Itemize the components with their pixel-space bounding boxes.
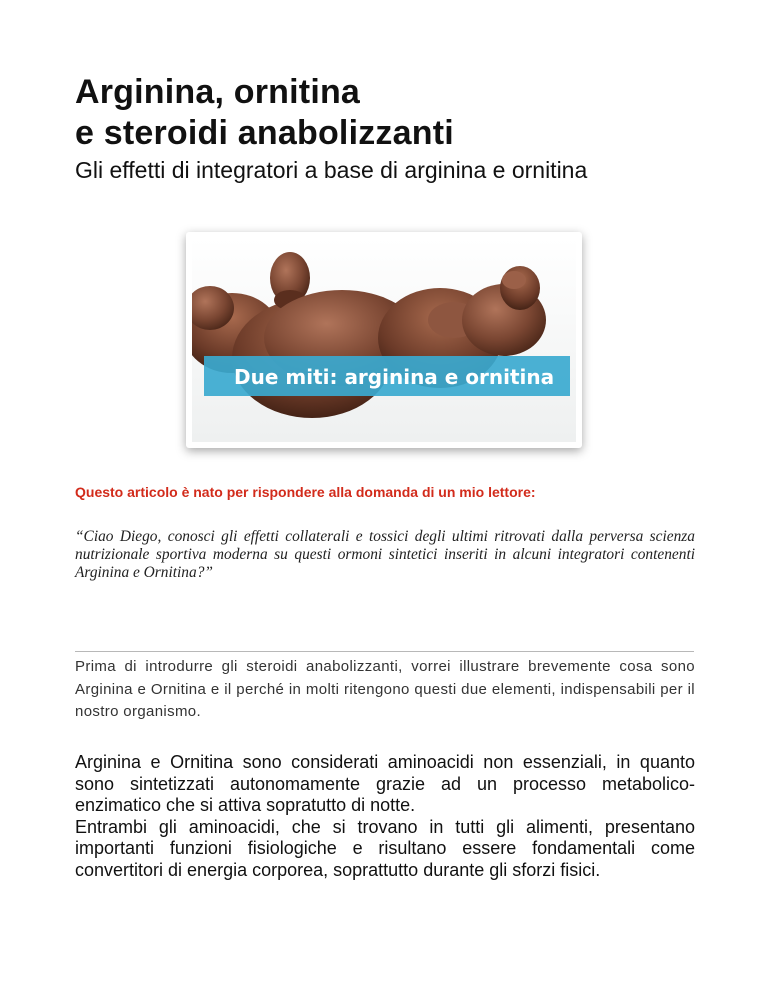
title-line-1: Arginina, ornitina	[75, 73, 361, 111]
hero-image-frame	[186, 232, 582, 448]
divider	[75, 651, 694, 652]
page-title	[75, 72, 715, 154]
reader-question-quote: “Ciao Diego, conosci gli effetti collaterali e tossici degli ultimi ritrovati dalla perversa scienza nutrizionale sportiva moderna su questi ormoni sintetici inseriti in alcuni integratori contenenti Arginina e Ornitina?”	[75, 528, 695, 581]
bodybuilder-image	[192, 238, 576, 442]
body-paragraph-2: Entrambi gli aminoacidi, che si trovano in tutti gli alimenti, presentano importanti funzioni fisiologiche e risultano essere fondamentali come convertitori di energia corporea, soprattutto durante gli sforzi fisici.	[75, 816, 695, 880]
lead-sentence: Questo articolo è nato per rispondere alla domanda di un mio lettore:	[75, 484, 536, 500]
intro-paragraph: Prima di introdurre gli steroidi anabolizzanti, vorrei illustrare brevemente cosa sono Arginina e Ornitina e il perché in molti ritengono questi due elementi, indispensabili per il nostro organismo.	[75, 658, 695, 720]
body-text	[75, 752, 695, 881]
title-line-2: e steroidi anabolizzanti	[75, 114, 454, 152]
body-paragraph-1: Arginina e Ornitina sono considerati aminoacidi non essenziali, in quanto sono sintetizzati autonomamente grazie ad un processo metabolico-enzimatico che si attiva sopratutto di notte.	[75, 752, 695, 815]
page-subtitle: Gli effetti di integratori a base di arginina e ornitina	[75, 157, 588, 183]
banner-text: Due miti: arginina e ornitina	[234, 365, 555, 389]
